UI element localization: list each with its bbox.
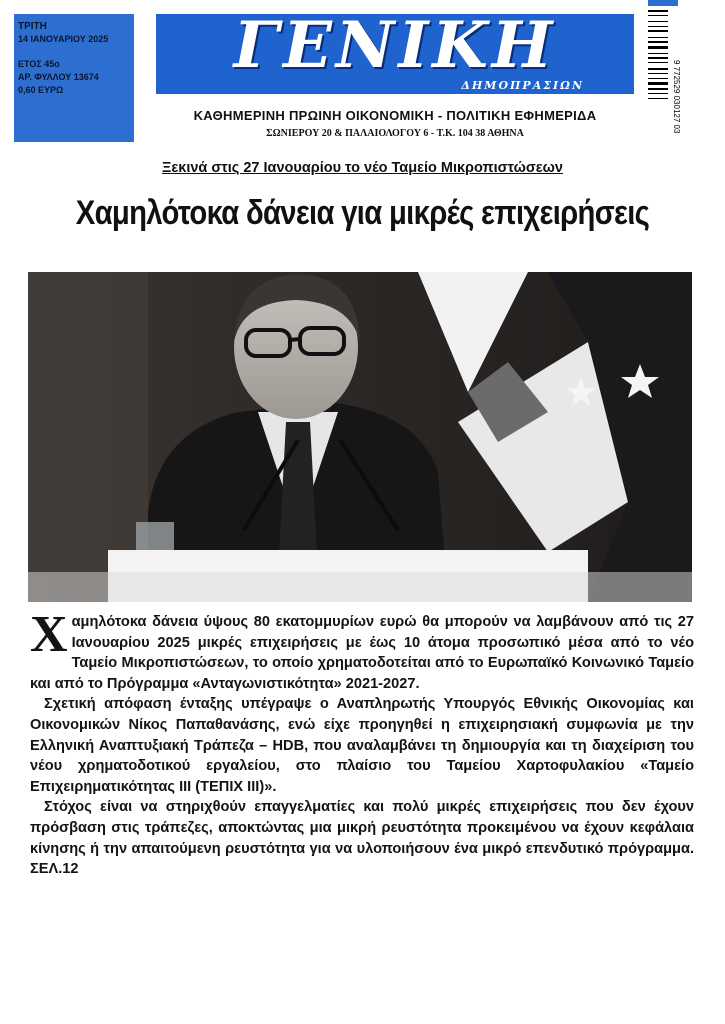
newspaper-address: ΣΩΝΙΕΡΟΥ 20 & ΠΑΛΑΙΟΛΟΓΟΥ 6 - Τ.Κ. 104 38 ΑΘΗΝΑ [266, 128, 524, 139]
article-paragraph-3: Στόχος είναι να στηριχθούν επαγγελματίες και πολύ μικρές επιχειρήσεις που δεν έχουν πρόσβαση στις τράπεζες, αποκτώντας μια μικρή ρευστότητα προκειμένου να έχουν κεφάλαια κίνησης ή την απαιτούμενη ρευστότητα για να υλοποιήσουν ένα μικρό επενδυτικό πρόγραμμα. ΣΕΛ.12 [30, 799, 694, 878]
issue-number: ΑΡ. ΦΥΛΛΟΥ 13674 [18, 72, 99, 82]
newspaper-tagline: ΚΑΘΗΜΕΡΙΝΗ ΠΡΩΙΝΗ ΟΙΚΟΝΟΜΙΚΗ - ΠΟΛΙΤΙΚΗ ΕΦΗΜΕΡΙΔΑ [193, 108, 597, 123]
article-paragraph-2: Σχετική απόφαση ένταξης υπέγραψε ο Αναπληρωτής Υπουργός Εθνικής Οικονομίας και Οικονομικών Νίκος Παπαθανάσης, ενώ είχε προηγηθεί η επιχειρησιακή συμφωνία με την Ελληνική Αναπτυξιακή Τράπεζα – HDB, που αναλαμβάνει τη δημιουργία και τη διαχείριση του νέου χρηματοδοτικού εργαλείου, στο πλαίσιο του Ταμείου Χαρτοφυλακίου «Ταμείο Επιχειρηματικότητας ΙΙΙ (ΤΕΠΙΧ ΙΙΙ)». [30, 696, 694, 795]
paragraph-1-text: αμηλότοκα δάνεια ύψους 80 εκατομμυρίων ευρώ θα μπορούν να λαμβάνουν από τις 27 Ιανουαρίου 2025 μικρές επιχειρήσεις με έως 10 άτομα προσωπικό μέσα από το νέο Ταμείο Μικροπιστώσεων, το οποίο χρηματοδοτείται από το Ευρωπαϊκό Κοινωνικό Ταμείο και από το Πρόγραμμα «Ανταγωνιστικότητα» 2021-2027. [30, 614, 694, 692]
article-body [30, 606, 694, 880]
issue-info-box [14, 14, 134, 142]
svg-text:9 772529 030127 03: 9 772529 030127 03 [672, 60, 681, 134]
newspaper-logo: ΓΕΝΙΚΗ [233, 8, 557, 83]
barcode-icon [648, 0, 681, 148]
newspaper-masthead [156, 8, 634, 94]
issue-date: 14 ΙΑΝΟΥΑΡΙΟΥ 2025 [18, 34, 109, 44]
article-paragraph-1 [30, 606, 694, 694]
issue-price: 0,60 ΕΥΡΩ [18, 85, 64, 95]
issue-year: ΕΤΟΣ 45ο [18, 59, 60, 69]
newspaper-logo-subtitle: ΔΗΜΟΠΡΑΣΙΩΝ [461, 79, 584, 92]
issue-day: ΤΡΙΤΗ [18, 21, 47, 32]
drop-cap: Χ [30, 606, 68, 663]
article-kicker: Ξεκινά στις 27 Ιανουαρίου το νέο Ταμείο Μικροπιστώσεων [162, 160, 563, 176]
article-headline: Χαμηλότοκα δάνεια για μικρές επιχειρήσεις [75, 194, 650, 232]
article-photo [28, 272, 692, 602]
